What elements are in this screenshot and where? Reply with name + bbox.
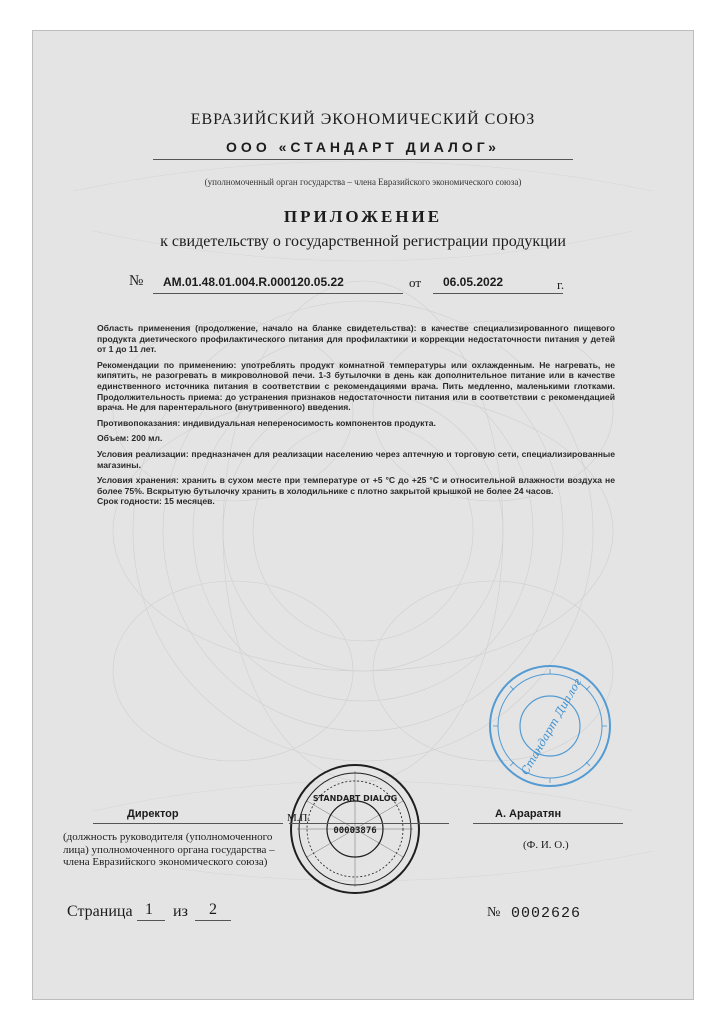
fio-caption: (Ф. И. О.) — [523, 839, 569, 851]
seal-number: 00003876 — [333, 826, 377, 836]
volume-paragraph: Объем: 200 мл. — [97, 433, 163, 444]
shelf-life-paragraph: Срок годности: 15 месяцев. — [97, 496, 215, 507]
page-total: 2 — [209, 901, 217, 918]
position-underline — [93, 823, 283, 824]
registration-number: AM.01.48.01.004.R.000120.05.22 — [163, 275, 344, 289]
seal-top-text: STANDART DIALOG — [312, 794, 398, 803]
position-caption: (должность руководителя (уполномоченного лица) уполномоченного органа государства – члена Евразийского экономического союза) — [63, 831, 275, 868]
signer-underline — [473, 823, 623, 824]
serial-number: 0002626 — [511, 905, 582, 922]
sale-conditions-paragraph: Условия реализации: предназначен для реализации населению через аптечную и торговую сети, специализированные магазины. — [97, 448, 615, 470]
organization-note: (уполномоченный орган государства – члена Евразийского экономического союза) — [204, 177, 522, 187]
application-field-paragraph: Область применения (продолжение, начало на бланке свидетельства): в качестве специализированного пищевого продукта диетического профилактического питания для профилактики и коррекции недостаточности питания у детей от 1 до 11 лет. — [97, 323, 615, 355]
signature-underline — [289, 823, 449, 824]
seal-place-label: М.П. — [287, 812, 311, 824]
blue-company-stamp — [485, 661, 615, 791]
signer-name: А. Араратян — [495, 808, 562, 820]
round-seal — [287, 761, 423, 897]
page-of-label: из — [173, 903, 188, 920]
storage-conditions-paragraph: Условия хранения: хранить в сухом месте при температуре от +5 °С до +25 °С и относительной влажности воздуха не более 75%. Вскрытую бутылочку хранить в холодильнике с плотно закрытой крышкой не более 24 часов. — [97, 475, 615, 496]
blue-stamp-text: Стандарт Диалог — [518, 676, 585, 778]
page-current-underline — [137, 920, 165, 921]
registration-date: 06.05.2022 — [443, 275, 504, 289]
document-subtitle: к свидетельству о государственной регистрации продукции — [160, 233, 566, 250]
usage-recommendations-paragraph: Рекомендации по применению: употреблять продукт комнатной температуры или охлажденным. Не нагревать, не кипятить, не разогревать в микроволновой печи. 1-3 бутылочки в день как дополнительное питание или в качестве единственного источника питания в соответствии с рекомендациями врача. Пить медленно, маленькими глотками. Продолжительность приема: до устранения признаков недостаточности питания или в соответствии с рекомендацией врача. Не для парентерального (внутривенного) введения. — [97, 359, 615, 413]
organization-name: ООО «СТАНДАРТ ДИАЛОГ» — [226, 139, 500, 155]
page-current: 1 — [145, 901, 153, 918]
director-position: Директор — [127, 808, 179, 820]
certificate-sheet — [32, 30, 694, 1000]
number-sign: № — [129, 273, 144, 289]
certificate-body — [97, 323, 615, 512]
year-suffix: г. — [557, 277, 565, 292]
date-underline — [433, 293, 563, 294]
date-from-label: от — [409, 275, 422, 290]
document-title: ПРИЛОЖЕНИЕ — [283, 207, 443, 226]
serial-sign: № — [487, 905, 501, 920]
number-underline — [153, 293, 403, 294]
page-label: Страница — [67, 903, 133, 920]
organization-underline — [153, 159, 573, 160]
contraindications-paragraph: Противопоказания: индивидуальная непереносимость компонентов продукта. — [97, 417, 436, 428]
page-total-underline — [195, 920, 231, 921]
union-header: ЕВРАЗИЙСКИЙ ЭКОНОМИЧЕСКИЙ СОЮЗ — [190, 111, 536, 128]
